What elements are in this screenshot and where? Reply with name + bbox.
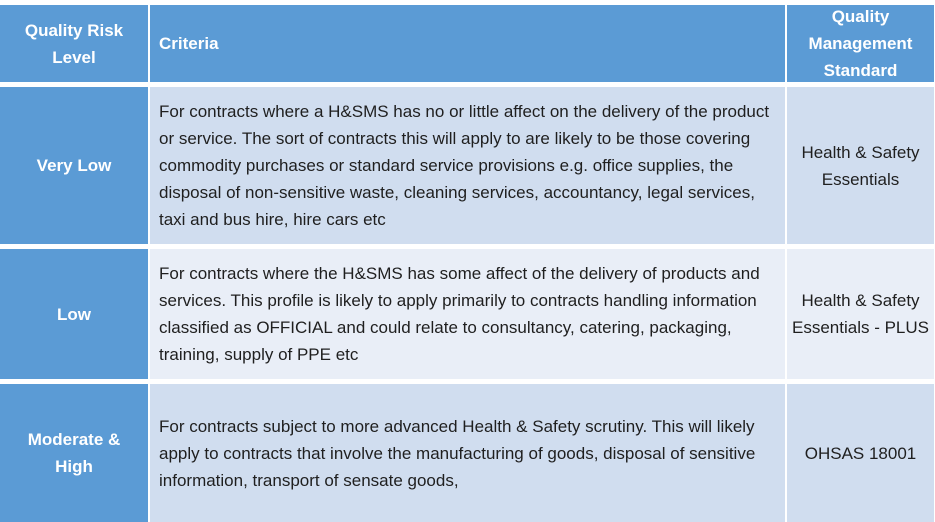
standard-text: Health & Safety Essentials - PLUS [792,291,929,337]
header-criteria [150,5,785,82]
header-quality-risk-level [0,5,148,82]
risk-level-label: Very Low [36,156,112,175]
header-quality-management-standard [787,5,934,82]
criteria-cell [150,249,785,379]
standard-text: OHSAS 18001 [804,443,917,463]
standard-cell [787,249,934,379]
standard-text: Health & Safety Essentials [801,142,920,189]
risk-level-label: Moderate & High [27,430,121,476]
standard-cell [787,87,934,244]
header-label: Quality Risk Level [24,20,124,67]
risk-level-label: Low [57,304,91,324]
criteria-cell [150,87,785,244]
criteria-text: For contracts subject to more advanced Health & Safety scrutiny. This will likely apply to contracts that involve the manufacturing of goods, disposal of sensitive information, transport of sensate goods, [159,416,756,490]
risk-level-cell [0,384,148,522]
risk-level-cell [0,87,148,244]
header-label: Criteria [159,34,219,53]
quality-risk-table [0,5,935,522]
criteria-cell [150,384,785,522]
criteria-text: For contracts where the H&SMS has some affect of the delivery of products and services. This profile is likely to apply primarily to contracts handling information classified as OFFICIAL and could relate to consultancy, catering, packaging, training, supply of PPE etc [159,264,760,364]
header-label: Quality Management Standard [808,7,913,80]
criteria-text: For contracts where a H&SMS has no or little affect on the delivery of the product or service. The sort of contracts this will apply to are likely to be those covering commodity purchases or standard service provisions e.g. office supplies, the disposal of non-sensitive waste, cleaning services, accountancy, legal services, taxi and bus hire, hire cars etc [159,102,770,229]
risk-level-cell [0,249,148,379]
standard-cell [787,384,934,522]
